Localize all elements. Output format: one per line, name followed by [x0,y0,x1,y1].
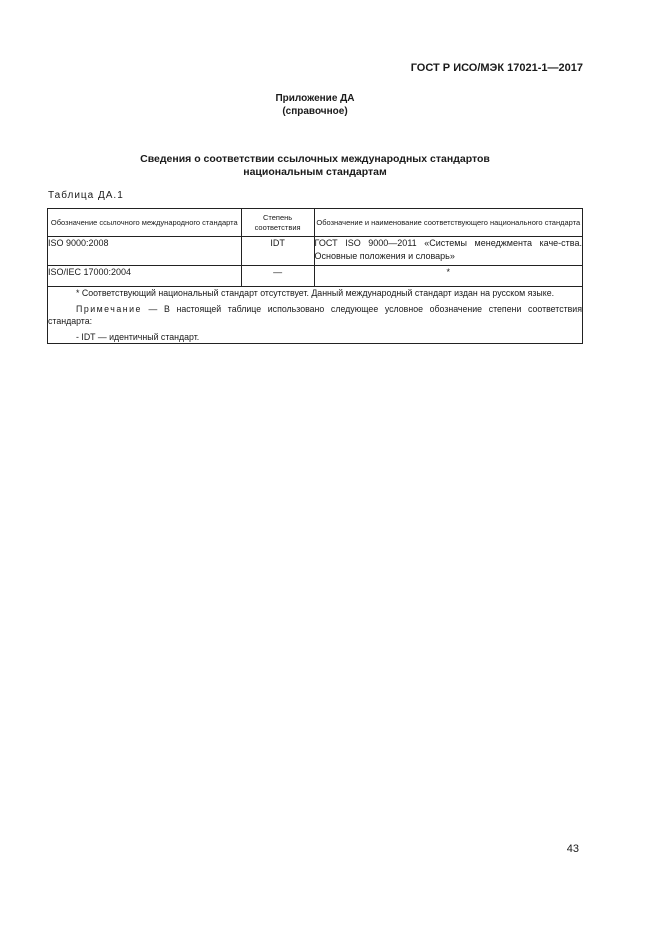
appendix-header [0,92,630,118]
cell-degree: — [241,266,314,287]
cell-national-standard: ГОСТ ISO 9000—2011 «Системы менеджмента каче-ства. Основные положения и словарь» [314,237,582,266]
table-row [48,237,583,266]
table-notes [48,287,583,344]
table-caption: Таблица ДА.1 [48,190,124,201]
cell-intl-standard: ISO/IEC 17000:2004 [48,266,242,287]
note-item: - IDT — идентичный стандарт. [76,331,200,342]
correspondence-table [47,208,583,344]
appendix-subtitle: (справочное) [282,106,348,117]
note-label: Примечание [76,303,142,314]
table-row [48,266,583,287]
table-header-row [48,209,583,237]
cell-intl-standard: ISO 9000:2008 [48,237,242,266]
note-text: — В настоящей таблице использовано следующее условное обозначение степени соответствия стандарта: [48,303,582,326]
section-heading [0,153,630,179]
document-code: ГОСТ Р ИСО/МЭК 17021-1—2017 [410,62,583,74]
cell-degree: IDT [241,237,314,266]
column-header-national-standard: Обозначение и наименование соответствующего национального стандарта [314,209,582,237]
note [48,303,582,328]
section-heading-line-1: Сведения о соответствии ссылочных международных стандартов [140,153,490,165]
footnote: * Соответствующий национальный стандарт отсутствует. Данный международный стандарт издан на русском языке. [76,288,555,298]
appendix-title: Приложение ДА [275,93,355,104]
page-number: 43 [566,843,579,855]
cell-national-standard: * [314,266,582,287]
column-header-degree: Степень соответствия [241,209,314,237]
section-heading-line-2: национальным стандартам [243,166,387,178]
column-header-intl-standard: Обозначение ссылочного международного стандарта [48,209,242,237]
table-notes-row [48,287,583,344]
